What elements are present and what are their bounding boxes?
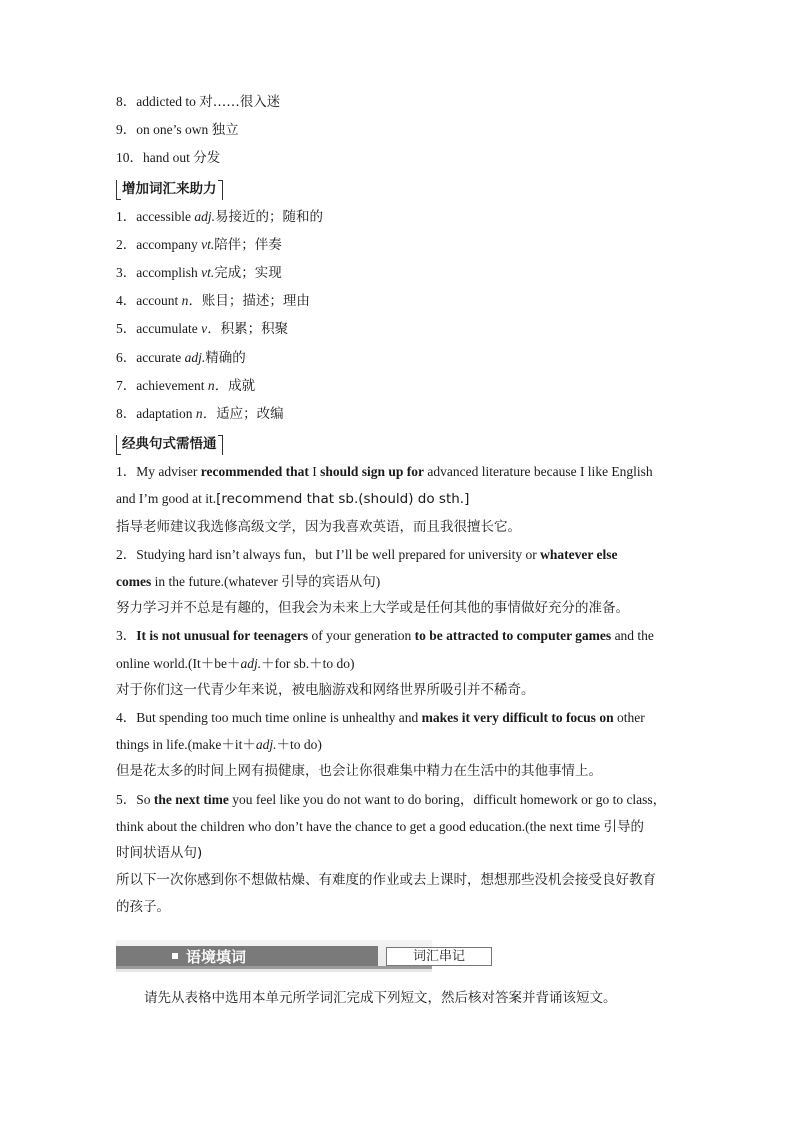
sentence-text: think about the children who don’t have the chance to get a good education.(the next time 引导的 (116, 818, 644, 834)
sentence-text: other (613, 710, 645, 726)
sentence-text: online world.(It＋be＋ (116, 655, 241, 671)
banner-title: 语境填词 (186, 948, 247, 966)
sentence-line (116, 485, 680, 513)
sentence-text: 5．So (116, 791, 154, 807)
item-number: 1． (116, 208, 137, 224)
item-number: 4． (116, 293, 137, 309)
list-item (116, 372, 680, 400)
sentence-text: 3． (116, 628, 137, 644)
item-chinese: 完成；实现 (214, 265, 282, 282)
item-chinese: 精确的 (205, 349, 246, 366)
sentence-line (116, 650, 680, 677)
key-phrase: recommended that (200, 464, 309, 480)
item-chinese: 成就 (228, 377, 256, 394)
key-phrase: It is not unusual for teenagers (136, 628, 309, 644)
item-number: 2． (116, 236, 137, 252)
list-item (116, 144, 680, 172)
item-number: 3． (116, 265, 137, 281)
sentence-line (116, 458, 680, 485)
item-chinese: 分发 (193, 150, 221, 167)
sentence-line (116, 541, 680, 568)
sentence-text: and I’m good at it. (116, 491, 217, 507)
sentence-text: I (308, 464, 321, 480)
key-phrase: to be attracted to computer games (414, 628, 612, 644)
list-item (116, 231, 680, 259)
sentence-pattern: [recommend that sb.(should) do sth.] (216, 491, 470, 508)
list-item (116, 88, 680, 116)
item-number: 10． (116, 150, 143, 166)
list-item (116, 287, 680, 315)
item-pos: n． (195, 406, 217, 422)
sentence-item-3 (116, 622, 680, 704)
instruction-text: 请先从表格中选用本单元所学词汇完成下列短文，然后核对答案并背诵该短文。 (144, 990, 617, 1006)
sentence-line (116, 622, 680, 649)
sentence-text: things in life.(make＋it＋ (116, 737, 256, 753)
item-english: adaptation (136, 406, 196, 422)
sentence-translation: 的孩子。 (116, 899, 170, 916)
key-phrase: the next time (153, 791, 229, 807)
sentence-text: 4．But spending too much time online is unhealthy and (116, 710, 422, 726)
sentence-text: 1．My adviser (116, 464, 201, 480)
item-english: accurate (136, 349, 185, 365)
sentence-translation: 指导老师建议我选修高级文学，因为我喜欢英语，而且我很擅长它。 (116, 518, 521, 535)
sentence-item-1 (116, 458, 680, 541)
item-pos: n． (207, 377, 229, 393)
item-chinese: 独立 (211, 122, 239, 139)
item-english: accessible (136, 208, 195, 224)
item-number: 6． (116, 349, 137, 365)
sentence-line (116, 731, 680, 758)
item-pos: adj. (194, 208, 215, 224)
section-heading-vocab (116, 175, 680, 203)
key-phrase: makes it very difficult to focus on (421, 710, 614, 726)
sentence-text: and the (611, 628, 654, 644)
sentence-item-5 (116, 786, 680, 922)
sentence-text-italic: adj. (255, 737, 277, 753)
banner-underline (116, 966, 432, 969)
square-bullet-icon (172, 953, 178, 959)
item-english: hand out (143, 150, 194, 166)
sentence-translation: 所以下一次你感到你不想做枯燥、有难度的作业或去上课时，想想那些没机会接受良好教育 (116, 872, 656, 889)
list-item (116, 116, 680, 144)
sentence-text: ＋for sb.＋to do) (261, 655, 355, 671)
sentence-line (116, 704, 680, 731)
list-item (116, 259, 680, 287)
item-pos: n． (181, 293, 202, 309)
item-english: accompany (136, 236, 202, 252)
item-number: 8． (116, 406, 137, 422)
item-chinese: 适应；改编 (216, 406, 284, 423)
item-pos: vt. (201, 265, 215, 281)
sentence-text-italic: adj. (240, 655, 262, 671)
banner-bar (116, 946, 378, 968)
section-banner (116, 940, 465, 972)
sentence-text: you feel like you do not want to do boring，difficult homework or go to class， (228, 791, 667, 807)
sentence-text: in the future.(whatever 引导的宾语从句) (151, 574, 381, 590)
list-item (116, 315, 680, 343)
sentence-text: 时间状语从句) (116, 845, 203, 862)
section-title: 增加词汇来助力 (116, 176, 223, 203)
vocab-list-continued (116, 88, 680, 173)
sentence-line (116, 813, 680, 840)
item-number: 7． (116, 377, 137, 393)
list-item (116, 203, 680, 231)
item-english: achievement (136, 377, 208, 393)
item-chinese: 陪伴；伴奏 (214, 236, 282, 253)
item-pos: v． (201, 321, 221, 337)
vocab-list (116, 203, 680, 429)
page-content (116, 88, 680, 922)
item-english: accumulate (136, 321, 202, 337)
item-chinese: 账目；描述；理由 (201, 293, 310, 310)
sentence-item-2 (116, 541, 680, 623)
sentence-translation: 但是花太多的时间上网有损健康，也会让你很难集中精力在生活中的其他事情上。 (116, 763, 602, 780)
key-phrase: whatever else (540, 546, 618, 562)
key-phrase: comes (116, 574, 152, 590)
item-number: 8． (116, 94, 137, 109)
key-phrase: should sign up for (320, 464, 425, 480)
item-chinese: 易接近的；随和的 (214, 208, 323, 225)
item-number: 5． (116, 321, 137, 337)
list-item (116, 344, 680, 372)
sentence-text: of your generation (308, 628, 415, 644)
sentence-text: 2．Studying hard isn’t always fun，but I’ll be well prepared for university or (116, 546, 541, 562)
sentence-line (116, 568, 680, 595)
item-pos: adj. (184, 349, 206, 365)
section-title: 经典句式需悟通 (116, 431, 223, 458)
sentence-translation: 对于你们这一代青少年来说，被电脑游戏和网络世界所吸引并不稀奇。 (116, 681, 535, 698)
section-heading-sentences (116, 430, 680, 458)
banner-tab-label: 词汇串记 (386, 947, 492, 966)
sentence-translation: 努力学习并不总是有趣的，但我会为未来上大学或是任何其他的事情做好充分的准备。 (116, 600, 629, 617)
list-item (116, 400, 680, 428)
sentence-list (116, 458, 680, 921)
sentence-text: advanced literature because I like English (424, 464, 653, 480)
sentence-item-4 (116, 704, 680, 786)
item-english: on one’s own (136, 122, 212, 138)
item-english: accomplish (136, 265, 202, 281)
item-chinese: 积累；积聚 (220, 321, 289, 338)
item-english: addicted to (136, 94, 200, 109)
sentence-line (116, 786, 680, 813)
item-pos: vt. (201, 236, 215, 252)
item-english: account (136, 293, 182, 309)
sentence-text: ＋to do) (276, 737, 322, 753)
item-chinese: 对……很入迷 (199, 94, 281, 110)
item-number: 9． (116, 122, 137, 138)
